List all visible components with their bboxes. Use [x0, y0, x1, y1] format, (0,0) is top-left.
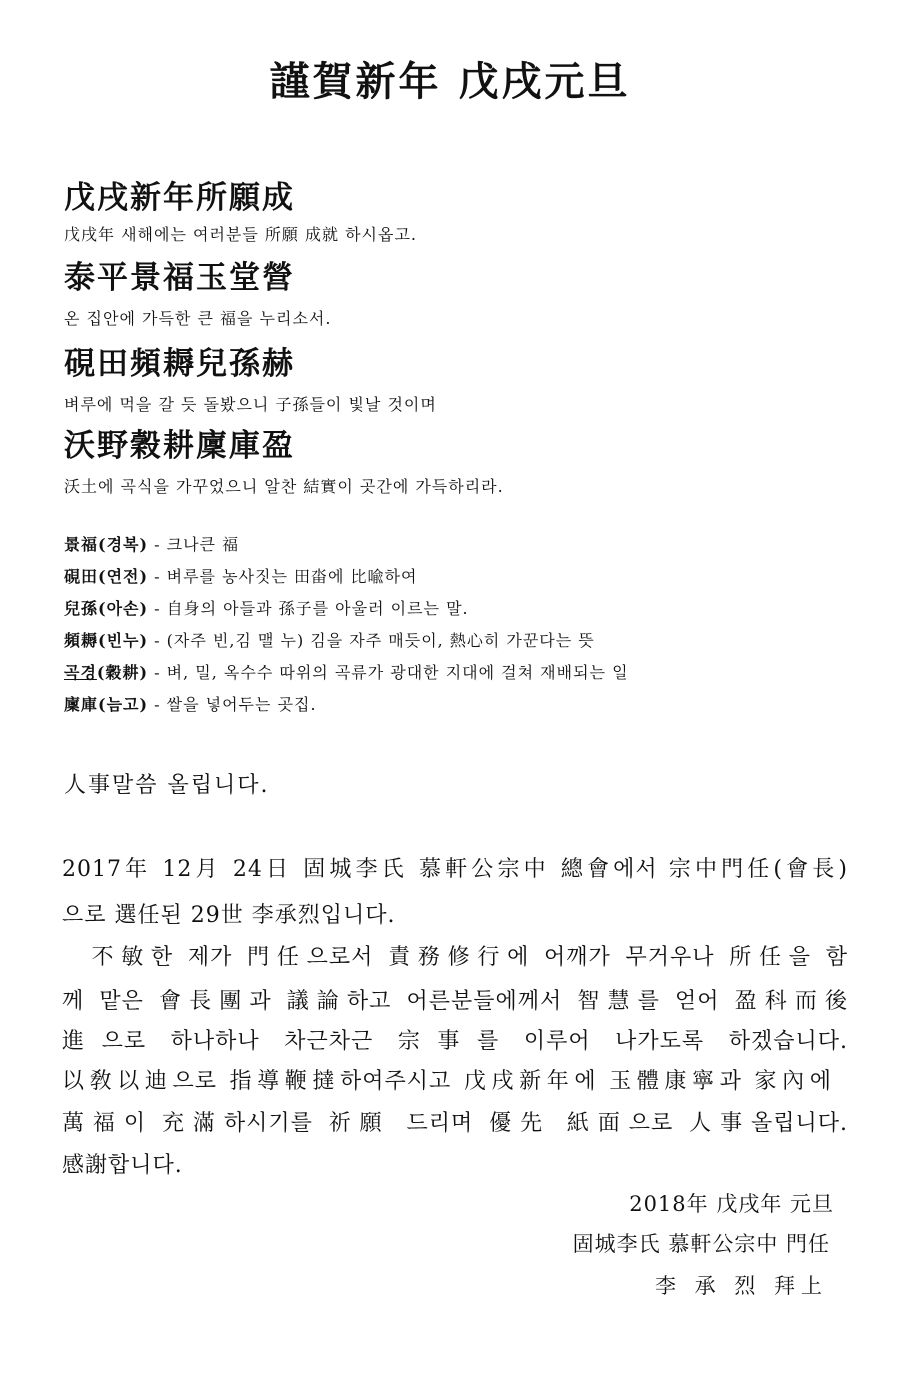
poem-translation-1: 戊戌年 새해에는 여러분들 所願 成就 하시옵고.	[64, 225, 417, 244]
glossary-definition: - 벼루를 농사짓는 田畓에 比喩하여	[148, 567, 418, 586]
body-line: 感謝합니다.	[62, 1153, 183, 1178]
glossary-term: 兒孫(아손)	[64, 599, 149, 618]
letter-title: 謹賀新年 戊戌元旦	[269, 58, 631, 105]
glossary-term: 景福(경복)	[64, 535, 149, 554]
glossary-item	[64, 692, 317, 715]
glossary-term: 頻耨(빈누)	[64, 631, 149, 650]
body-line: 以敎以迪으로 指導鞭撻하여주시고 戊戌新年에 玉體康寧과 家內에	[62, 1069, 832, 1094]
signature-organization: 固城李氏 慕軒公宗中 門任	[572, 1232, 830, 1256]
glossary-item	[64, 532, 239, 555]
signature-date: 2018年 戊戌年 元旦	[629, 1192, 834, 1216]
body-line: 萬福이 充滿하시기를 祈願 드리며 優先 紙面으로 人事올립니다.	[62, 1111, 848, 1136]
poem-line-4: 沃野穀耕廩庫盈	[64, 428, 295, 464]
signature-name: 李 承 烈 拜上	[654, 1274, 828, 1298]
glossary-item	[64, 596, 469, 619]
poem-translation-3: 벼루에 먹을 갈 듯 돌봤으니 子孫들이 빛날 것이며	[64, 395, 437, 414]
glossary-item	[64, 564, 417, 587]
poem-translation-4: 沃土에 곡식을 가꾸었으니 알찬 結實이 곳간에 가득하리라.	[64, 477, 504, 496]
poem-line-2: 泰平景福玉堂營	[64, 260, 295, 296]
body-line: 2017年 12月 24日 固城李氏 慕軒公宗中 總會에서 宗中門任(會長)	[62, 857, 848, 882]
glossary-definition: - (자주 빈,김 맬 누) 김을 자주 매듯이, 熱心히 가꾼다는 뜻	[148, 631, 595, 650]
glossary-item	[64, 628, 595, 651]
poem-translation-2: 온 집안에 가득한 큰 福을 누리소서.	[64, 309, 332, 328]
glossary-definition: - 自身의 아들과 孫子를 아울러 이르는 말.	[148, 599, 469, 618]
body-line: 으로 選任된 29世 李承烈입니다.	[62, 903, 396, 928]
glossary-item	[64, 660, 629, 683]
body-line: 進으로 하나하나 차근차근 宗事를 이루어 나가도록 하겠습니다.	[62, 1029, 848, 1054]
glossary-definition: - 크나큰 福	[148, 535, 240, 554]
glossary-term: 廩庫(늠고)	[64, 695, 149, 714]
glossary-term: 硯田(연전)	[64, 567, 149, 586]
glossary-term-underlined: 곡경	[64, 663, 97, 682]
body-line: 께 맡은 會長團과 議論하고 어른분들에께서 智慧를 얻어 盈科而後	[62, 989, 848, 1014]
greeting-heading: 人事말씀 올립니다.	[64, 773, 270, 798]
glossary-term: (穀耕)	[96, 663, 149, 682]
glossary-definition: - 쌀을 넣어두는 곳집.	[148, 695, 317, 714]
poem-line-1: 戊戌新年所願成	[64, 180, 295, 216]
poem-line-3: 硯田頻耨兒孫赫	[64, 346, 295, 382]
body-line: 不敏한 제가 門任으로서 責務修行에 어깨가 무거우나 所任을 함	[62, 945, 848, 970]
glossary-definition: - 벼, 밀, 옥수수 따위의 곡류가 광대한 지대에 걸쳐 재배되는 일	[148, 663, 629, 682]
